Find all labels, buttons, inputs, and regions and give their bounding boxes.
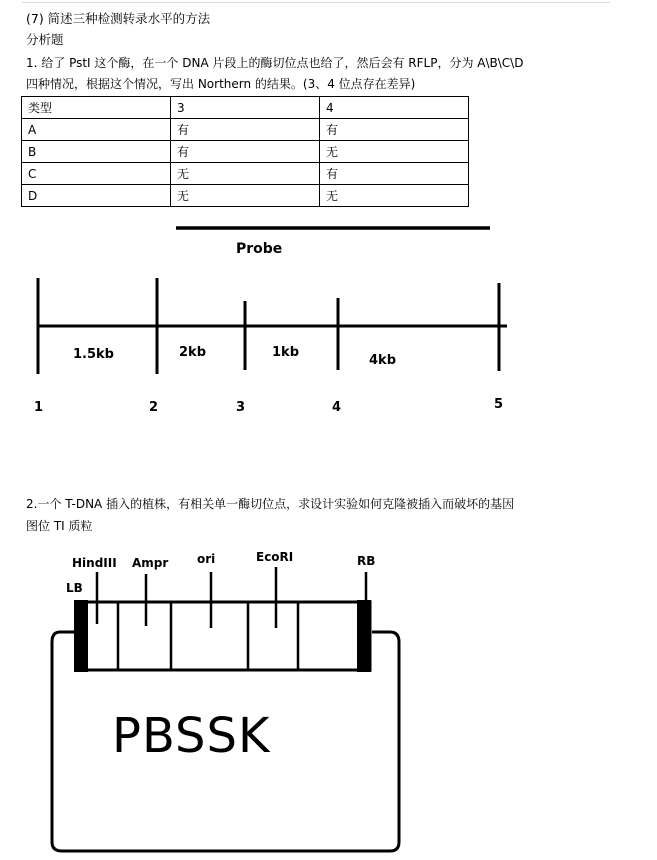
- question-2-line-1: 2.一个 T-DNA 插入的植株，有相关单一酶切位点，求设计实验如何克隆被插入而破坏的基因: [26, 497, 515, 511]
- question-1-line-1: 1. 给了 PstI 这个酶，在一个 DNA 片段上的酶切位点也给了，然后会有 RFLP，分为 A\B\C\D: [26, 56, 524, 70]
- table-cell: 无: [171, 185, 320, 207]
- rb-border-block: [357, 600, 371, 672]
- section-title: (7) 简述三种检测转录水平的方法: [26, 11, 211, 26]
- lb-border-block: [74, 600, 88, 672]
- site-label: 2: [149, 400, 159, 415]
- table-cell: 有: [171, 119, 320, 141]
- segment-label: 2kb: [179, 345, 206, 360]
- plasmid-label: RB: [357, 554, 376, 568]
- table-cell: 有: [171, 141, 320, 163]
- plasmid-label: HindIII: [72, 556, 117, 570]
- table-cell: 有: [320, 163, 469, 185]
- table-cell: B: [22, 141, 171, 163]
- table-cell: A: [22, 119, 171, 141]
- site-label: 3: [236, 400, 246, 415]
- site-label: 4: [332, 400, 342, 415]
- table-cell: 无: [171, 163, 320, 185]
- table-header-cell: 4: [320, 97, 469, 119]
- plasmid-insert-band: [76, 602, 370, 670]
- plasmid-label: EcoRI: [256, 550, 294, 564]
- table-cell: 无: [320, 185, 469, 207]
- table-cell: D: [22, 185, 171, 207]
- site-label: 5: [494, 397, 504, 412]
- segment-label: 4kb: [369, 353, 396, 368]
- plasmid-label: ori: [197, 552, 216, 566]
- table-cell: C: [22, 163, 171, 185]
- segment-label: 1.5kb: [73, 347, 114, 362]
- table-header-cell: 类型: [22, 97, 171, 119]
- table-cell: 无: [320, 141, 469, 163]
- site-label: 1: [34, 400, 44, 415]
- section-heading: 分析题: [26, 32, 64, 47]
- question-2-line-2: 图位 TI 质粒: [26, 519, 93, 533]
- plasmid-name-handwritten: PBSSK: [112, 708, 271, 764]
- plasmid-label: LB: [66, 581, 83, 595]
- plasmid-label: Ampr: [132, 556, 169, 570]
- segment-label: 1kb: [272, 345, 299, 360]
- table-cell: 有: [320, 119, 469, 141]
- probe-label: Probe: [236, 241, 283, 257]
- question-1-line-2: 四种情况，根据这个情况，写出 Northern 的结果。(3、4 位点存在差异): [26, 77, 416, 91]
- table-header-cell: 3: [171, 97, 320, 119]
